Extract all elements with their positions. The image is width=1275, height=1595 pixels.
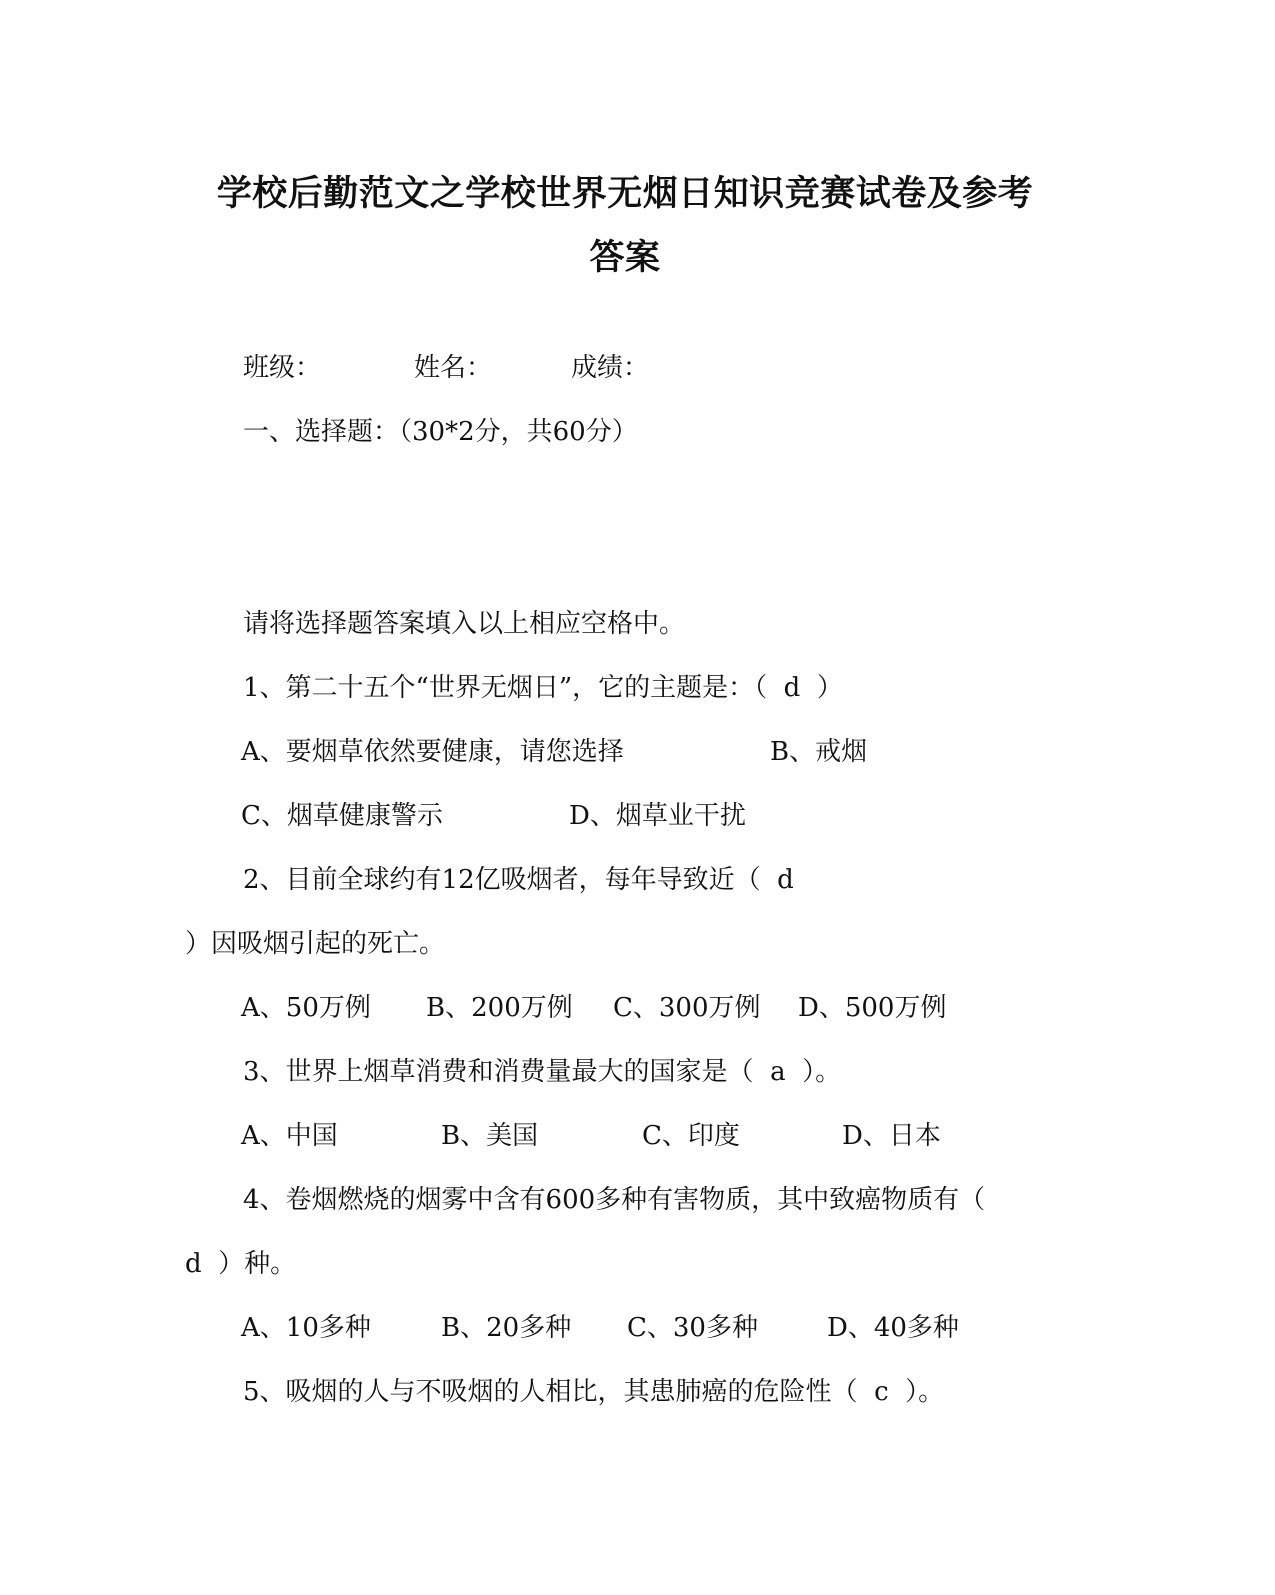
question-4-stem-part-1: 4、卷烟燃烧的烟雾中含有600多种有害物质，其中致癌物质有（ — [243, 1185, 986, 1215]
question-4-stem-part-2: d ）种。 — [185, 1249, 297, 1279]
question-2-option-d: D、500万例 — [798, 993, 947, 1023]
name-label: 姓名： — [414, 353, 493, 383]
question-2-option-a: A、50万例 — [241, 993, 371, 1023]
question-5-stem: 5、吸烟的人与不吸烟的人相比，其患肺癌的危险性（ c ）。 — [243, 1377, 945, 1407]
question-4-option-c: C、30多种 — [627, 1313, 758, 1343]
question-3-option-d: D、日本 — [842, 1121, 941, 1151]
question-4-option-d: D、40多种 — [827, 1313, 959, 1343]
document-title-line-1: 学校后勤范文之学校世界无烟日知识竞赛试卷及参考 — [216, 173, 1034, 214]
question-1-option-c: C、烟草健康警示 — [241, 801, 443, 831]
class-label: 班级： — [243, 353, 322, 383]
question-2-option-c: C、300万例 — [613, 993, 761, 1023]
score-label: 成绩： — [571, 353, 650, 383]
question-2-stem-part-1: 2、目前全球约有12亿吸烟者，每年导致近（ d — [243, 865, 794, 895]
question-2-stem-part-2: ）因吸烟引起的死亡。 — [185, 929, 446, 959]
question-1-option-a: A、要烟草依然要健康，请您选择 — [241, 737, 624, 767]
instruction-text: 请将选择题答案填入以上相应空格中。 — [243, 609, 686, 639]
question-4-option-b: B、20多种 — [441, 1313, 572, 1343]
question-1-option-d: D、烟草业干扰 — [569, 801, 746, 831]
document-title-line-2: 答案 — [589, 237, 661, 278]
question-1-option-b: B、戒烟 — [770, 737, 868, 767]
question-4-option-a: A、10多种 — [241, 1313, 371, 1343]
section-heading: 一、选择题：（30*2分，共60分） — [243, 417, 638, 447]
question-2-option-b: B、200万例 — [426, 993, 573, 1023]
question-3-stem: 3、世界上烟草消费和消费量最大的国家是（ a ）。 — [243, 1057, 842, 1087]
question-3-option-c: C、印度 — [642, 1121, 740, 1151]
question-3-option-b: B、美国 — [441, 1121, 539, 1151]
question-1-stem: 1、第二十五个“世界无烟日”，它的主题是：（ d ） — [243, 673, 843, 703]
question-3-option-a: A、中国 — [241, 1121, 338, 1151]
